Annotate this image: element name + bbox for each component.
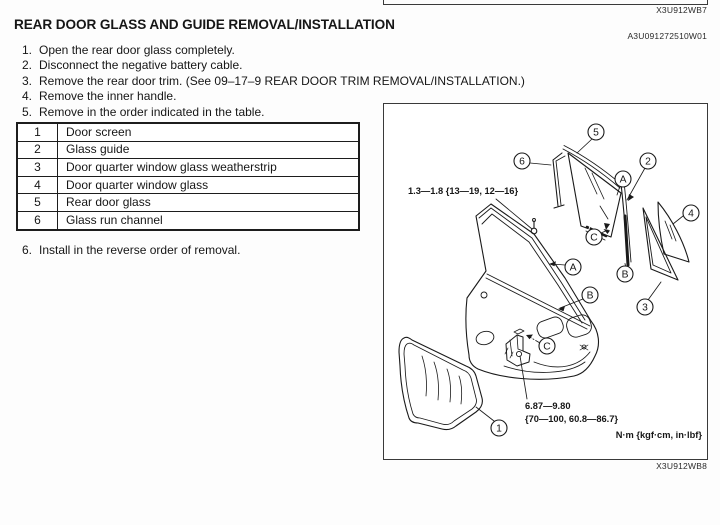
- step-item: [22, 58, 525, 73]
- callouts: [491, 124, 699, 436]
- figure-frame: [383, 103, 708, 460]
- previous-figure-code: X3U912WB7: [656, 5, 707, 15]
- svg-text:A: A: [619, 174, 627, 186]
- door-screen: [399, 337, 482, 429]
- part-index: 3: [17, 159, 58, 177]
- step-text: Disconnect the negative battery cable.: [39, 58, 243, 73]
- part-index: 1: [17, 123, 58, 141]
- exploded-view-figure: [384, 104, 707, 459]
- step-text: Install in the reverse order of removal.: [39, 243, 241, 257]
- regulator-detail: [505, 329, 530, 366]
- table-row: [17, 211, 359, 229]
- step-text: Remove the inner handle.: [39, 89, 177, 104]
- callout-C-lower: [539, 338, 555, 354]
- direction-arrow-icon: [604, 223, 610, 230]
- svg-text:B: B: [586, 290, 594, 302]
- torque-label-upper: 1.3—1.8 {13—19, 12—16}: [408, 186, 519, 196]
- step-item: [22, 74, 525, 89]
- part-name: Rear door glass: [58, 194, 360, 212]
- svg-text:5: 5: [593, 127, 599, 139]
- step-text: Remove in the order indicated in the table.: [39, 104, 265, 119]
- table-row: [17, 123, 359, 141]
- table-row: [17, 159, 359, 177]
- quarter-window-weatherstrip: [643, 208, 678, 280]
- part-name: Glass run channel: [58, 211, 360, 229]
- page-title: REAR DOOR GLASS AND GUIDE REMOVAL/INSTALLATION: [14, 17, 395, 32]
- part-index: 5: [17, 194, 58, 212]
- svg-text:2: 2: [645, 156, 651, 168]
- step-number: 5.: [22, 104, 33, 119]
- step-number: 6.: [22, 243, 33, 257]
- rear-door-glass: [563, 146, 622, 238]
- callout-C-upper: [586, 229, 602, 245]
- svg-text:C: C: [590, 232, 598, 244]
- svg-text:B: B: [621, 269, 629, 281]
- figure-code: X3U912WB8: [656, 461, 707, 471]
- callout-2: [640, 153, 656, 169]
- callout-6: [514, 153, 530, 169]
- guide-bolt: [531, 219, 537, 234]
- door-edge-screw: [580, 345, 588, 350]
- leader-lines: [476, 139, 683, 421]
- torque-label-lower-line2: {70—100, 60.8—86.7}: [525, 414, 619, 424]
- part-index: 4: [17, 176, 58, 194]
- callout-3: [637, 299, 653, 315]
- step-number: 3.: [22, 73, 33, 88]
- callout-1: [491, 420, 507, 436]
- step-item: [22, 43, 525, 58]
- table-row: [17, 141, 359, 159]
- door-panel: [466, 204, 599, 379]
- callout-A-upper: [615, 171, 631, 187]
- svg-text:C: C: [543, 341, 551, 353]
- callout-A-lower: [565, 259, 581, 275]
- part-name: Door quarter window glass: [58, 176, 360, 194]
- torque-label-lower-line1: 6.87—9.80: [525, 401, 571, 411]
- step-item: [22, 243, 240, 258]
- svg-text:1: 1: [496, 423, 502, 435]
- step-text: Remove the rear door trim. (See 09–17–9 REAR DOOR TRIM REMOVAL/INSTALLATION.): [39, 73, 525, 88]
- step-number: 2.: [22, 58, 33, 73]
- callout-5: [588, 124, 604, 140]
- part-name: Door screen: [58, 123, 360, 141]
- svg-text:A: A: [569, 262, 577, 274]
- svg-text:4: 4: [688, 208, 694, 220]
- callout-B-door: [582, 287, 598, 303]
- step-number: 4.: [22, 89, 33, 104]
- part-name: Glass guide: [58, 141, 360, 159]
- direction-arrow-icon: [628, 194, 634, 201]
- document-code: A3U091272510W01: [627, 31, 707, 41]
- part-index: 6: [17, 211, 58, 229]
- table-row: [17, 176, 359, 194]
- step-number: 1.: [22, 43, 33, 57]
- torque-units-label: N·m {kgf·cm, in·lbf}: [615, 430, 702, 440]
- callout-4: [683, 205, 699, 221]
- parts-table: [16, 122, 360, 231]
- pointer-arrow-icon: [526, 335, 533, 340]
- part-index: 2: [17, 141, 58, 159]
- svg-text:3: 3: [642, 302, 648, 314]
- step-text: Open the rear door glass completely.: [39, 43, 235, 57]
- glass-guide: [553, 153, 565, 208]
- callout-B-right: [617, 266, 633, 282]
- svg-text:6: 6: [519, 156, 525, 168]
- table-row: [17, 194, 359, 212]
- part-name: Door quarter window glass weatherstrip: [58, 159, 360, 177]
